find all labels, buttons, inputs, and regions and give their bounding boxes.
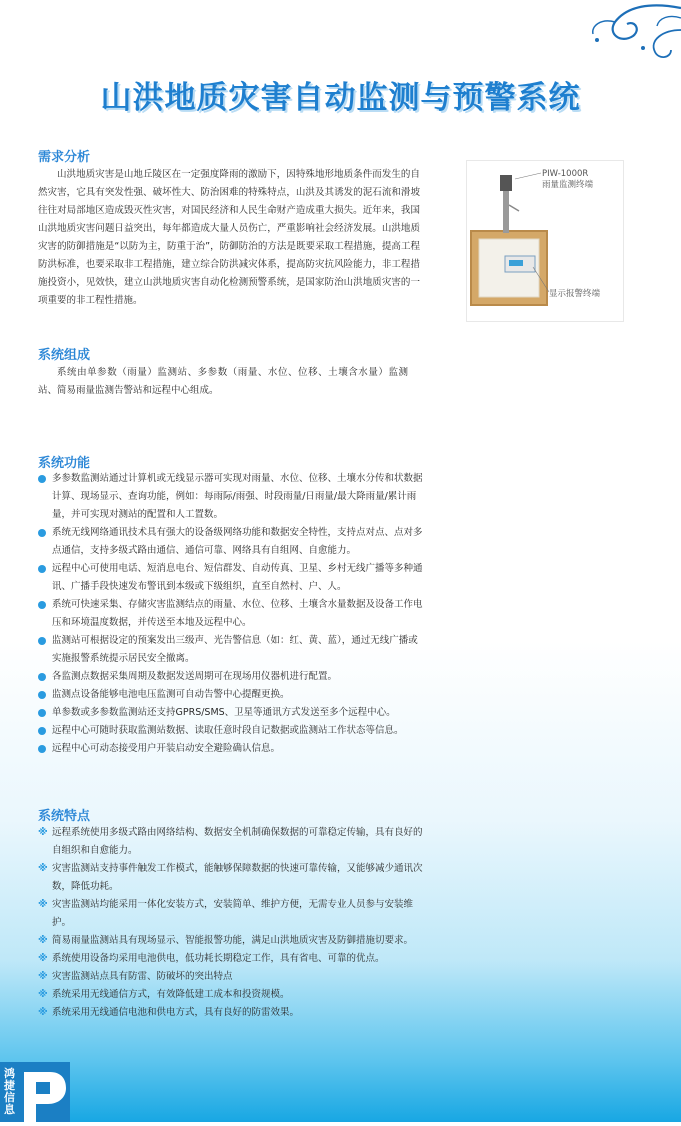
function-item: 监测站可根据设定的预案发出三级声、光告警信息（如：红、黄、蓝），通过无线广播或实施报警系统提示居民安全撤离。 [38, 632, 424, 668]
decorative-swirl [531, 0, 681, 70]
asterisk-icon: ※ [38, 1007, 48, 1018]
function-item: 系统可快速采集、存储灾害监测结点的雨量、水位、位移、土壤含水量数据及设备工作电压和环境温度数据，并传送至本地及远程中心。 [38, 596, 424, 632]
function-item: 各监测点数据采集周期及数据发送周期可在现场用仪器机进行配置。 [38, 668, 424, 686]
function-item: 多参数监测站通过计算机或无线显示器可实现对雨量、水位、位移、土壤水分传和状数据计算、现场显示、查询功能，例如：每雨际/雨强、时段雨量/日雨量/最大降雨量/累计雨量，并可实现对测站的配置和人工置数。 [38, 470, 424, 524]
feature-item: ※ 灾害监测站均能采用一体化安装方式，安装简单、维护方便，无需专业人员参与安装维护。 [38, 896, 424, 932]
section-heading-features: 系统特点 [38, 809, 91, 824]
feature-item: ※ 简易雨量监测站具有现场显示、智能报警功能，满足山洪地质灾害及防御措施切要求。 [38, 932, 424, 950]
bullet-icon [38, 565, 46, 573]
feature-item: ※ 灾害监测站支持事件触发工作模式，能触够保障数据的快速可靠传输，又能够减少通讯次数，降低功耗。 [38, 860, 424, 896]
feature-item: ※ 系统使用设备均采用电池供电，低功耗长期稳定工作，具有省电、可靠的优点。 [38, 950, 424, 968]
section-heading-functions: 系统功能 [38, 456, 91, 471]
function-item: 监测点设备能够电池电压监测可自动告警中心提醒更换。 [38, 686, 424, 704]
function-item: 单参数或多参数监测站还支持GPRS/SMS、卫星等通讯方式发送至多个远程中心。 [38, 704, 424, 722]
bullet-icon [38, 673, 46, 681]
bullet-icon [38, 709, 46, 717]
asterisk-icon: ※ [38, 953, 48, 964]
feature-item: ※ 系统采用无线通信电池和供电方式，具有良好的防雷效果。 [38, 1004, 424, 1022]
asterisk-icon: ※ [38, 863, 48, 874]
feature-item: ※ 系统采用无线通信方式，有效降低建工成本和投资规模。 [38, 986, 424, 1004]
bullet-icon [38, 745, 46, 753]
figure-terminal-label [542, 169, 593, 191]
section-heading-needs: 需求分析 [38, 150, 91, 165]
section-heading-composition: 系统组成 [38, 348, 91, 363]
features-list [38, 824, 424, 1022]
feature-item: ※ 远程系统使用多级式路由网络结构、数据安全机制确保数据的可靠稳定传输，具有良好的自组织和自愈能力。 [38, 824, 424, 860]
composition-paragraph: 系统由单参数（雨量）监测站、多参数（雨量、水位、位移、土壤含水量）监测站、简易雨量监测告警站和远程中心组成。 [38, 367, 408, 396]
bullet-icon [38, 475, 46, 483]
asterisk-icon: ※ [38, 827, 48, 838]
asterisk-icon: ※ [38, 971, 48, 982]
function-item: 远程中心可动态接受用户开装启动安全避险确认信息。 [38, 740, 424, 758]
bullet-icon [38, 529, 46, 537]
asterisk-icon: ※ [38, 989, 48, 1000]
page-title: 山洪地质灾害自动监测与预警系统 [100, 80, 581, 116]
function-item: 远程中心可随时获取监测站数据、读取任意时段自记数据或监测站工作状态等信息。 [38, 722, 424, 740]
figure-alarm-label: 显示报警终端 [549, 289, 601, 299]
bullet-icon [38, 727, 46, 735]
needs-paragraph: 山洪地质灾害是山地丘陵区在一定强度降雨的激励下，因特殊地形地质条件而发生的自然灾害，它具有突发性强、破坏性大、防治困难的特殊特点，山洪及其诱发的泥石流和滑坡往往对局部地区造成毁灭性灾害，对国民经济和人民生命财产造成重大损失。近年来，我国山洪地质灾害问题日益突出，每年都造成大量人员伤亡，严重影响社会经济发展。山洪地质灾害的防御措施是“以防为主，防重于治”，防御防治的方法是既要采取工程措施，提高工程防洪标准，也要采取非工程措施，建立综合防洪减灾体系，提高防灾抗风险能力，非工程措施投资小，见效快，建立山洪地质灾害自动化检测预警系统，是国家防治山洪地质灾害的一项重要的非工程性措施。 [38, 169, 420, 306]
logo-text: 鸿捷信息 [4, 1067, 15, 1116]
bullet-icon [38, 601, 46, 609]
figure-terminal-name: 雨量监测终端 [542, 180, 594, 190]
device-figure [466, 160, 624, 322]
bullet-icon [38, 691, 46, 699]
asterisk-icon: ※ [38, 899, 48, 910]
functions-list [38, 470, 424, 758]
function-item: 系统无线网络通讯技术具有强大的设备级网络功能和数据安全特性，支持点对点、点对多点通信，支持多级式路由通信、通信可靠、网络具有自组网、自愈能力。 [38, 524, 424, 560]
figure-model-label: PIW-1000R [542, 169, 589, 179]
asterisk-icon: ※ [38, 935, 48, 946]
function-item: 远程中心可使用电话、短消息电台、短信群发、自动传真、卫星、乡村无线广播等多种通讯、广播手段快速发布警讯到本级或下级组织，直至自然村、户、人。 [38, 560, 424, 596]
feature-item: ※ 灾害监测站点具有防雷、防破坏的突出特点 [38, 968, 424, 986]
company-logo [0, 1062, 70, 1122]
bullet-icon [38, 637, 46, 645]
